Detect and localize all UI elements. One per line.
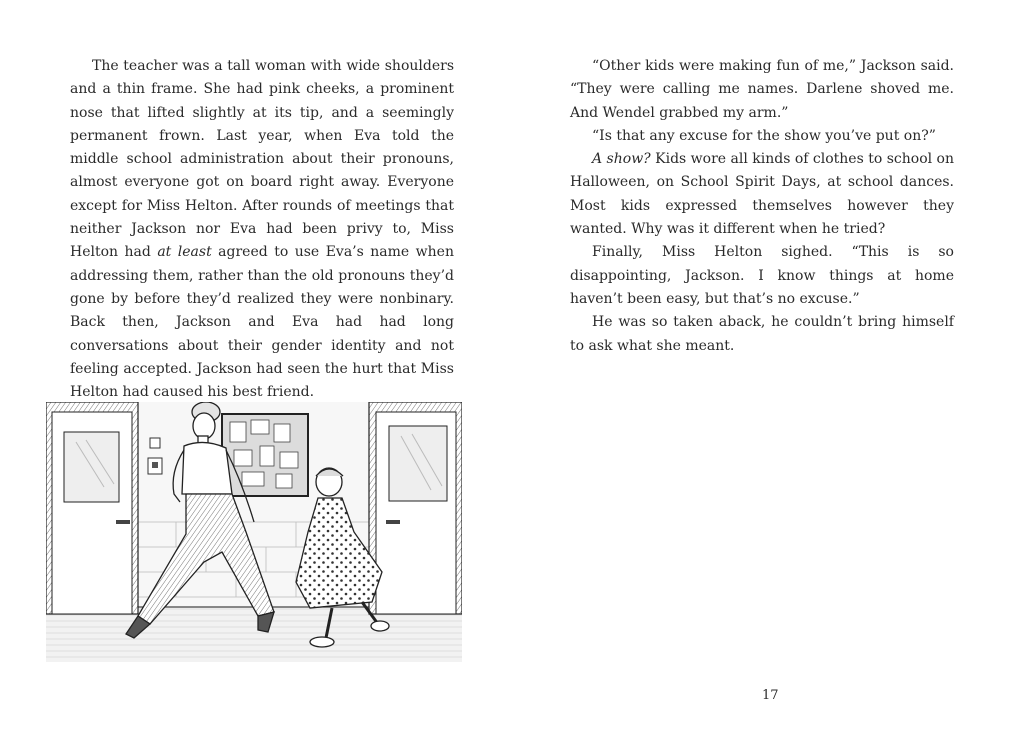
paragraph (570, 148, 954, 241)
page-number: 17 (762, 688, 779, 703)
right-page (512, 0, 1024, 745)
paragraph-text: Kids wore all kinds of clothes to school on Halloween, on School Spirit Days, at school dances. Most kids expressed themselves however they wanted. Why was it different when he tried? (570, 151, 954, 238)
paragraph (70, 55, 454, 404)
paragraph: He was so taken aback, he couldn’t bring himself to ask what she meant. (570, 314, 954, 354)
left-text-block (70, 55, 454, 404)
paragraph-text: agreed to use Eva’s name when addressing them, rather than the old pronouns they’d gone by before they’d realized they were nonbinary. Back then, Jackson and Eva had had long conversations about their gender identity and not feeling accepted. Jackson had seen the hurt that Miss Helton had caused his best friend. (70, 244, 454, 401)
paragraph: “Is that any excuse for the show you’ve put on?” (592, 127, 936, 144)
bulletin-board (222, 414, 308, 496)
paragraph: “Other kids were making fun of me,” Jackson said. “They were calling me names. Darlene shoved me. And Wendel grabbed my arm.” (570, 58, 954, 121)
right-door (369, 402, 462, 614)
emphasis-text: at least (157, 244, 212, 261)
hallway-illustration (46, 402, 462, 662)
left-door (46, 402, 138, 614)
emphasis-text: A show? (592, 151, 651, 168)
paragraph-text: The teacher was a tall woman with wide shoulders and a thin frame. She had pink cheeks, a prominent nose that lifted slightly at its tip, and a seemingly permanent frown. Last year, when Eva told the middle school administration about their pronouns, almost everyone got on board right away. Everyone except for Miss Helton. After rounds of meetings that neither Jackson nor Eva had been privy to, Miss Helton had (70, 58, 454, 261)
paragraph: Finally, Miss Helton sighed. “This is so disappointing, Jackson. I know things at home haven’t been easy, but that’s no excuse.” (570, 244, 954, 307)
right-text-block (570, 55, 954, 358)
